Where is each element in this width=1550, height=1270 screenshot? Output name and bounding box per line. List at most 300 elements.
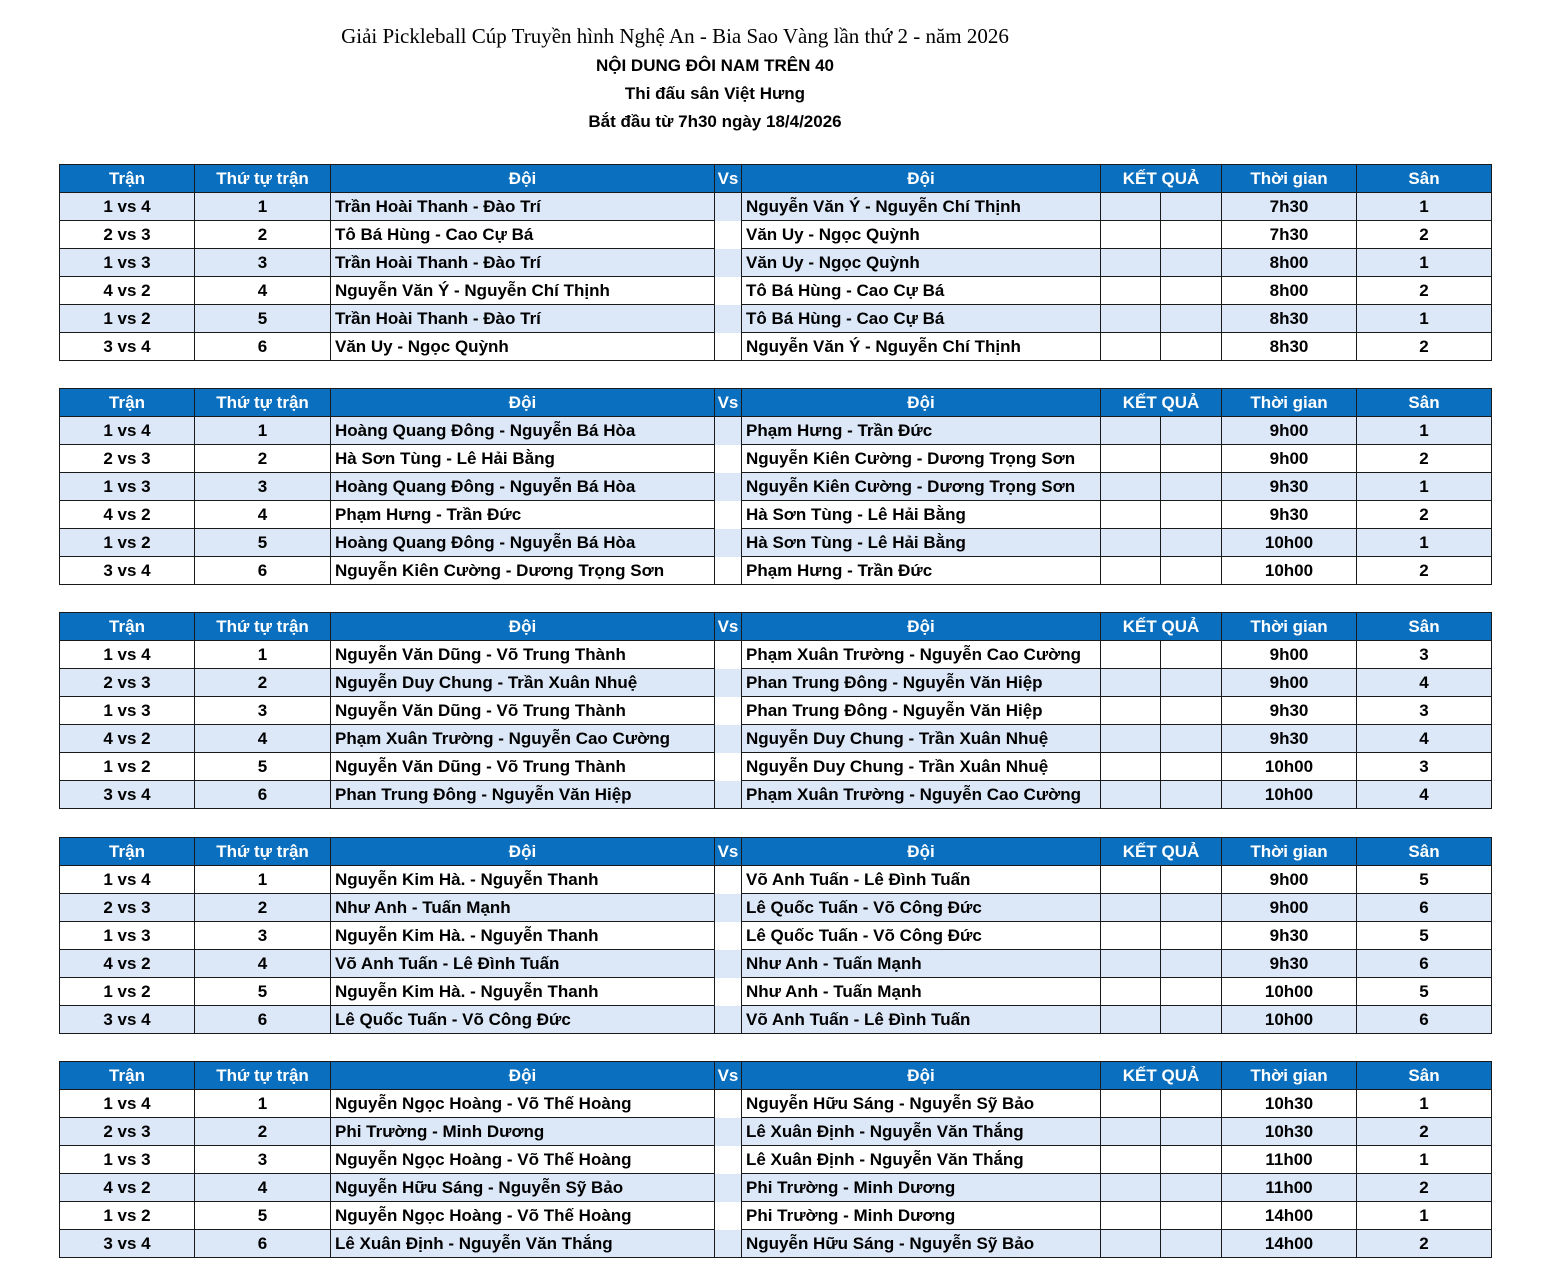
result-score1-cell[interactable] — [1101, 1146, 1161, 1174]
table-row — [60, 473, 1492, 501]
vs-cell[interactable] — [715, 922, 742, 950]
table-row — [60, 978, 1492, 1006]
result-score1-cell[interactable] — [1101, 978, 1161, 1006]
team1-cell: Nguyễn Văn Ý - Nguyễn Chí Thịnh — [331, 277, 715, 305]
time-cell: 10h30 — [1222, 1118, 1357, 1146]
result-score2-cell[interactable] — [1161, 781, 1222, 809]
time-cell: 10h00 — [1222, 557, 1357, 585]
result-score2-cell[interactable] — [1161, 753, 1222, 781]
result-score1-cell[interactable] — [1101, 1090, 1161, 1118]
team2-cell: Văn Uy - Ngọc Quỳnh — [742, 249, 1101, 277]
column-header-match: Trận — [60, 165, 195, 193]
result-score2-cell[interactable] — [1161, 333, 1222, 361]
result-score2-cell[interactable] — [1161, 669, 1222, 697]
time-cell: 7h30 — [1222, 221, 1357, 249]
result-score2-cell[interactable] — [1161, 193, 1222, 221]
vs-cell[interactable] — [715, 866, 742, 894]
team1-cell: Văn Uy - Ngọc Quỳnh — [331, 333, 715, 361]
result-score2-cell[interactable] — [1161, 978, 1222, 1006]
match-cell: 4 vs 2 — [60, 725, 195, 753]
result-score1-cell[interactable] — [1101, 725, 1161, 753]
time-cell: 10h00 — [1222, 978, 1357, 1006]
vs-cell[interactable] — [715, 1230, 742, 1258]
vs-cell[interactable] — [715, 445, 742, 473]
vs-cell[interactable] — [715, 1090, 742, 1118]
order-cell: 5 — [195, 529, 331, 557]
result-score1-cell[interactable] — [1101, 1174, 1161, 1202]
column-header-team2: Đội — [742, 165, 1101, 193]
table-row — [60, 1146, 1492, 1174]
order-cell: 6 — [195, 1006, 331, 1034]
match-cell: 2 vs 3 — [60, 1118, 195, 1146]
team1-cell: Nguyễn Ngọc Hoàng - Võ Thế Hoàng — [331, 1090, 715, 1118]
match-cell: 2 vs 3 — [60, 445, 195, 473]
order-cell: 5 — [195, 753, 331, 781]
court-cell: 2 — [1357, 1118, 1492, 1146]
order-cell: 2 — [195, 1118, 331, 1146]
court-cell: 5 — [1357, 922, 1492, 950]
order-cell: 3 — [195, 1146, 331, 1174]
order-cell: 2 — [195, 894, 331, 922]
team2-cell: Hà Sơn Tùng - Lê Hải Bằng — [742, 529, 1101, 557]
match-cell: 2 vs 3 — [60, 221, 195, 249]
schedule-table — [59, 612, 1492, 809]
vs-cell[interactable] — [715, 725, 742, 753]
result-score1-cell[interactable] — [1101, 333, 1161, 361]
team1-cell: Trần Hoài Thanh - Đào Trí — [331, 305, 715, 333]
order-cell: 2 — [195, 221, 331, 249]
vs-cell[interactable] — [715, 1174, 742, 1202]
team1-cell: Nguyễn Ngọc Hoàng - Võ Thế Hoàng — [331, 1146, 715, 1174]
team1-cell: Trần Hoài Thanh - Đào Trí — [331, 193, 715, 221]
team2-cell: Tô Bá Hùng - Cao Cự Bá — [742, 277, 1101, 305]
table-row — [60, 1006, 1492, 1034]
team2-cell: Nguyễn Hữu Sáng - Nguyễn Sỹ Bảo — [742, 1090, 1101, 1118]
vs-cell[interactable] — [715, 501, 742, 529]
result-score1-cell[interactable] — [1101, 305, 1161, 333]
court-cell: 2 — [1357, 333, 1492, 361]
column-header-court: Sân — [1357, 1062, 1492, 1090]
result-score1-cell[interactable] — [1101, 641, 1161, 669]
team1-cell: Hoàng Quang Đông - Nguyễn Bá Hòa — [331, 529, 715, 557]
team1-cell: Nguyễn Văn Dũng - Võ Trung Thành — [331, 753, 715, 781]
order-cell: 5 — [195, 978, 331, 1006]
match-cell: 1 vs 3 — [60, 697, 195, 725]
time-cell: 9h30 — [1222, 473, 1357, 501]
court-cell: 1 — [1357, 193, 1492, 221]
vs-cell[interactable] — [715, 697, 742, 725]
time-cell: 9h00 — [1222, 669, 1357, 697]
schedule-table — [59, 388, 1492, 585]
court-cell: 5 — [1357, 866, 1492, 894]
column-header-team2: Đội — [742, 613, 1101, 641]
order-cell: 6 — [195, 1230, 331, 1258]
order-cell: 6 — [195, 333, 331, 361]
team2-cell: Văn Uy - Ngọc Quỳnh — [742, 221, 1101, 249]
vs-cell[interactable] — [715, 193, 742, 221]
column-header-match: Trận — [60, 838, 195, 866]
table-row — [60, 557, 1492, 585]
team2-cell: Như Anh - Tuấn Mạnh — [742, 978, 1101, 1006]
team1-cell: Phạm Xuân Trường - Nguyễn Cao Cường — [331, 725, 715, 753]
time-cell: 9h30 — [1222, 725, 1357, 753]
order-cell: 4 — [195, 950, 331, 978]
vs-cell[interactable] — [715, 557, 742, 585]
table-header-row — [60, 165, 1492, 193]
column-header-time: Thời gian — [1222, 165, 1357, 193]
result-score2-cell[interactable] — [1161, 922, 1222, 950]
time-cell: 9h00 — [1222, 445, 1357, 473]
time-cell: 14h00 — [1222, 1230, 1357, 1258]
table-row — [60, 1090, 1492, 1118]
schedule-table — [59, 837, 1492, 1034]
order-cell: 2 — [195, 669, 331, 697]
team1-cell: Nguyễn Kim Hà. - Nguyễn Thanh — [331, 866, 715, 894]
result-score2-cell[interactable] — [1161, 1090, 1222, 1118]
result-score1-cell[interactable] — [1101, 1118, 1161, 1146]
column-header-result: KẾT QUẢ — [1101, 613, 1222, 641]
match-cell: 3 vs 4 — [60, 333, 195, 361]
time-cell: 7h30 — [1222, 193, 1357, 221]
result-score1-cell[interactable] — [1101, 417, 1161, 445]
court-cell: 3 — [1357, 697, 1492, 725]
order-cell: 4 — [195, 277, 331, 305]
team2-cell: Phạm Xuân Trường - Nguyễn Cao Cường — [742, 641, 1101, 669]
result-score1-cell[interactable] — [1101, 473, 1161, 501]
column-header-result: KẾT QUẢ — [1101, 165, 1222, 193]
vs-cell[interactable] — [715, 417, 742, 445]
result-score2-cell[interactable] — [1161, 473, 1222, 501]
result-score1-cell[interactable] — [1101, 781, 1161, 809]
column-header-order: Thứ tự trận — [195, 613, 331, 641]
table-row — [60, 894, 1492, 922]
match-cell: 1 vs 2 — [60, 753, 195, 781]
team2-cell: Nguyễn Văn Ý - Nguyễn Chí Thịnh — [742, 333, 1101, 361]
result-score2-cell[interactable] — [1161, 1230, 1222, 1258]
vs-cell[interactable] — [715, 781, 742, 809]
match-cell: 4 vs 2 — [60, 950, 195, 978]
table-row — [60, 1230, 1492, 1258]
vs-cell[interactable] — [715, 1202, 742, 1230]
court-cell: 6 — [1357, 894, 1492, 922]
result-score1-cell[interactable] — [1101, 950, 1161, 978]
time-cell: 10h00 — [1222, 1006, 1357, 1034]
table-row — [60, 333, 1492, 361]
result-score1-cell[interactable] — [1101, 221, 1161, 249]
result-score1-cell[interactable] — [1101, 753, 1161, 781]
column-header-court: Sân — [1357, 165, 1492, 193]
result-score2-cell[interactable] — [1161, 894, 1222, 922]
vs-cell[interactable] — [715, 894, 742, 922]
team2-cell: Tô Bá Hùng - Cao Cự Bá — [742, 305, 1101, 333]
vs-cell[interactable] — [715, 333, 742, 361]
result-score2-cell[interactable] — [1161, 529, 1222, 557]
match-cell: 1 vs 3 — [60, 1146, 195, 1174]
team2-cell: Võ Anh Tuấn - Lê Đình Tuấn — [742, 1006, 1101, 1034]
column-header-team1: Đội — [331, 838, 715, 866]
team2-cell: Lê Xuân Định - Nguyễn Văn Thắng — [742, 1118, 1101, 1146]
schedule-table — [59, 164, 1492, 361]
time-cell: 14h00 — [1222, 1202, 1357, 1230]
court-cell: 2 — [1357, 445, 1492, 473]
vs-cell[interactable] — [715, 641, 742, 669]
team2-cell: Phan Trung Đông - Nguyễn Văn Hiệp — [742, 669, 1101, 697]
tournament-title: Giải Pickleball Cúp Truyền hình Nghệ An - Bia Sao Vàng lần thứ 2 - năm 2026 — [341, 24, 1009, 48]
team2-cell: Phan Trung Đông - Nguyễn Văn Hiệp — [742, 697, 1101, 725]
team2-cell: Phạm Hưng - Trần Đức — [742, 417, 1101, 445]
vs-cell[interactable] — [715, 1118, 742, 1146]
result-score2-cell[interactable] — [1161, 1006, 1222, 1034]
time-cell: 8h30 — [1222, 333, 1357, 361]
result-score2-cell[interactable] — [1161, 1174, 1222, 1202]
result-score2-cell[interactable] — [1161, 445, 1222, 473]
court-cell: 3 — [1357, 753, 1492, 781]
result-score1-cell[interactable] — [1101, 1202, 1161, 1230]
match-cell: 1 vs 4 — [60, 641, 195, 669]
result-score2-cell[interactable] — [1161, 1202, 1222, 1230]
column-header-order: Thứ tự trận — [195, 1062, 331, 1090]
team2-cell: Võ Anh Tuấn - Lê Đình Tuấn — [742, 866, 1101, 894]
result-score2-cell[interactable] — [1161, 417, 1222, 445]
order-cell: 4 — [195, 1174, 331, 1202]
table-header-row — [60, 1062, 1492, 1090]
team1-cell: Hoàng Quang Đông - Nguyễn Bá Hòa — [331, 473, 715, 501]
order-cell: 1 — [195, 1090, 331, 1118]
event-title: NỘI DUNG ĐÔI NAM TRÊN 40 — [595, 56, 835, 75]
table-row — [60, 193, 1492, 221]
table-row — [60, 753, 1492, 781]
table-row — [60, 950, 1492, 978]
table-row — [60, 501, 1492, 529]
team1-cell: Hà Sơn Tùng - Lê Hải Bằng — [331, 445, 715, 473]
result-score1-cell[interactable] — [1101, 697, 1161, 725]
vs-cell[interactable] — [715, 249, 742, 277]
column-header-vs: Vs — [715, 165, 742, 193]
table-row — [60, 922, 1492, 950]
team1-cell: Hoàng Quang Đông - Nguyễn Bá Hòa — [331, 417, 715, 445]
result-score2-cell[interactable] — [1161, 641, 1222, 669]
result-score2-cell[interactable] — [1161, 1118, 1222, 1146]
match-cell: 4 vs 2 — [60, 501, 195, 529]
match-cell: 4 vs 2 — [60, 1174, 195, 1202]
court-cell: 6 — [1357, 950, 1492, 978]
result-score1-cell[interactable] — [1101, 529, 1161, 557]
vs-cell[interactable] — [715, 753, 742, 781]
column-header-court: Sân — [1357, 613, 1492, 641]
table-row — [60, 1118, 1492, 1146]
column-header-result: KẾT QUẢ — [1101, 1062, 1222, 1090]
column-header-vs: Vs — [715, 613, 742, 641]
vs-cell[interactable] — [715, 277, 742, 305]
match-cell: 3 vs 4 — [60, 1006, 195, 1034]
match-cell: 1 vs 2 — [60, 1202, 195, 1230]
order-cell: 3 — [195, 922, 331, 950]
order-cell: 6 — [195, 781, 331, 809]
order-cell: 1 — [195, 641, 331, 669]
column-header-order: Thứ tự trận — [195, 165, 331, 193]
time-cell: 11h00 — [1222, 1146, 1357, 1174]
column-header-time: Thời gian — [1222, 838, 1357, 866]
column-header-vs: Vs — [715, 1062, 742, 1090]
court-cell: 1 — [1357, 1090, 1492, 1118]
court-cell: 4 — [1357, 781, 1492, 809]
order-cell: 6 — [195, 557, 331, 585]
result-score1-cell[interactable] — [1101, 669, 1161, 697]
result-score2-cell[interactable] — [1161, 305, 1222, 333]
result-score1-cell[interactable] — [1101, 277, 1161, 305]
match-cell: 1 vs 4 — [60, 1090, 195, 1118]
time-cell: 9h00 — [1222, 894, 1357, 922]
column-header-order: Thứ tự trận — [195, 838, 331, 866]
order-cell: 4 — [195, 725, 331, 753]
table-row — [60, 221, 1492, 249]
order-cell: 1 — [195, 193, 331, 221]
column-header-match: Trận — [60, 389, 195, 417]
court-cell: 1 — [1357, 473, 1492, 501]
result-score1-cell[interactable] — [1101, 501, 1161, 529]
vs-cell[interactable] — [715, 473, 742, 501]
court-cell: 1 — [1357, 249, 1492, 277]
table-header-row — [60, 838, 1492, 866]
result-score1-cell[interactable] — [1101, 193, 1161, 221]
result-score2-cell[interactable] — [1161, 697, 1222, 725]
column-header-team2: Đội — [742, 389, 1101, 417]
court-cell: 1 — [1357, 529, 1492, 557]
vs-cell[interactable] — [715, 1006, 742, 1034]
court-cell: 1 — [1357, 1202, 1492, 1230]
team1-cell: Trần Hoài Thanh - Đào Trí — [331, 249, 715, 277]
team2-cell: Như Anh - Tuấn Mạnh — [742, 950, 1101, 978]
court-cell: 2 — [1357, 221, 1492, 249]
column-header-team2: Đội — [742, 838, 1101, 866]
result-score1-cell[interactable] — [1101, 445, 1161, 473]
column-header-team1: Đội — [331, 165, 715, 193]
column-header-result: KẾT QUẢ — [1101, 838, 1222, 866]
table-row — [60, 641, 1492, 669]
match-cell: 1 vs 2 — [60, 305, 195, 333]
result-score2-cell[interactable] — [1161, 277, 1222, 305]
result-score1-cell[interactable] — [1101, 922, 1161, 950]
time-cell: 9h00 — [1222, 641, 1357, 669]
match-cell: 1 vs 4 — [60, 193, 195, 221]
column-header-vs: Vs — [715, 389, 742, 417]
team2-cell: Nguyễn Hữu Sáng - Nguyễn Sỹ Bảo — [742, 1230, 1101, 1258]
team2-cell: Nguyễn Duy Chung - Trần Xuân Nhuệ — [742, 725, 1101, 753]
match-cell: 4 vs 2 — [60, 277, 195, 305]
match-cell: 1 vs 3 — [60, 922, 195, 950]
team1-cell: Nguyễn Kiên Cường - Dương Trọng Sơn — [331, 557, 715, 585]
vs-cell[interactable] — [715, 978, 742, 1006]
result-score1-cell[interactable] — [1101, 1006, 1161, 1034]
court-cell: 2 — [1357, 557, 1492, 585]
column-header-court: Sân — [1357, 389, 1492, 417]
result-score2-cell[interactable] — [1161, 950, 1222, 978]
table-row — [60, 725, 1492, 753]
column-header-time: Thời gian — [1222, 613, 1357, 641]
team2-cell: Nguyễn Duy Chung - Trần Xuân Nhuệ — [742, 753, 1101, 781]
vs-cell[interactable] — [715, 950, 742, 978]
schedule-table — [59, 1061, 1492, 1258]
time-cell: 9h30 — [1222, 501, 1357, 529]
court-cell: 6 — [1357, 1006, 1492, 1034]
vs-cell[interactable] — [715, 669, 742, 697]
time-cell: 10h30 — [1222, 1090, 1357, 1118]
result-score2-cell[interactable] — [1161, 725, 1222, 753]
time-cell: 8h00 — [1222, 249, 1357, 277]
vs-cell[interactable] — [715, 1146, 742, 1174]
result-score1-cell[interactable] — [1101, 557, 1161, 585]
team2-cell: Nguyễn Văn Ý - Nguyễn Chí Thịnh — [742, 193, 1101, 221]
table-row — [60, 781, 1492, 809]
time-cell: 10h00 — [1222, 753, 1357, 781]
column-header-order: Thứ tự trận — [195, 389, 331, 417]
table-row — [60, 669, 1492, 697]
column-header-team2: Đội — [742, 1062, 1101, 1090]
team1-cell: Phạm Hưng - Trần Đức — [331, 501, 715, 529]
table-row — [60, 277, 1492, 305]
column-header-vs: Vs — [715, 838, 742, 866]
team2-cell: Phạm Xuân Trường - Nguyễn Cao Cường — [742, 781, 1101, 809]
result-score2-cell[interactable] — [1161, 221, 1222, 249]
team2-cell: Nguyễn Kiên Cường - Dương Trọng Sơn — [742, 445, 1101, 473]
time-cell: 10h00 — [1222, 529, 1357, 557]
team2-cell: Nguyễn Kiên Cường - Dương Trọng Sơn — [742, 473, 1101, 501]
order-cell: 1 — [195, 866, 331, 894]
result-score2-cell[interactable] — [1161, 557, 1222, 585]
table-row — [60, 417, 1492, 445]
team2-cell: Phạm Hưng - Trần Đức — [742, 557, 1101, 585]
court-cell: 1 — [1357, 417, 1492, 445]
vs-cell[interactable] — [715, 221, 742, 249]
time-cell: 9h00 — [1222, 866, 1357, 894]
time-cell: 9h30 — [1222, 922, 1357, 950]
court-cell: 1 — [1357, 1146, 1492, 1174]
team2-cell: Lê Xuân Định - Nguyễn Văn Thắng — [742, 1146, 1101, 1174]
result-score2-cell[interactable] — [1161, 501, 1222, 529]
court-cell: 5 — [1357, 978, 1492, 1006]
result-score2-cell[interactable] — [1161, 249, 1222, 277]
team1-cell: Lê Xuân Định - Nguyễn Văn Thắng — [331, 1230, 715, 1258]
table-row — [60, 866, 1492, 894]
time-cell: 9h00 — [1222, 417, 1357, 445]
team2-cell: Phi Trường - Minh Dương — [742, 1202, 1101, 1230]
result-score1-cell[interactable] — [1101, 894, 1161, 922]
team2-cell: Hà Sơn Tùng - Lê Hải Bằng — [742, 501, 1101, 529]
vs-cell[interactable] — [715, 529, 742, 557]
table-header-row — [60, 613, 1492, 641]
result-score2-cell[interactable] — [1161, 866, 1222, 894]
team2-cell: Lê Quốc Tuấn - Võ Công Đức — [742, 894, 1101, 922]
match-cell: 1 vs 3 — [60, 473, 195, 501]
court-cell: 3 — [1357, 641, 1492, 669]
time-cell: 8h30 — [1222, 305, 1357, 333]
vs-cell[interactable] — [715, 305, 742, 333]
time-cell: 11h00 — [1222, 1174, 1357, 1202]
order-cell: 1 — [195, 417, 331, 445]
court-cell: 4 — [1357, 669, 1492, 697]
result-score1-cell[interactable] — [1101, 866, 1161, 894]
result-score2-cell[interactable] — [1161, 1146, 1222, 1174]
column-header-team1: Đội — [331, 1062, 715, 1090]
team1-cell: Như Anh - Tuấn Mạnh — [331, 894, 715, 922]
result-score1-cell[interactable] — [1101, 1230, 1161, 1258]
team2-cell: Lê Quốc Tuấn - Võ Công Đức — [742, 922, 1101, 950]
team1-cell: Phi Trường - Minh Dương — [331, 1118, 715, 1146]
court-cell: 1 — [1357, 305, 1492, 333]
result-score1-cell[interactable] — [1101, 249, 1161, 277]
team1-cell: Nguyễn Hữu Sáng - Nguyễn Sỹ Bảo — [331, 1174, 715, 1202]
table-row — [60, 697, 1492, 725]
